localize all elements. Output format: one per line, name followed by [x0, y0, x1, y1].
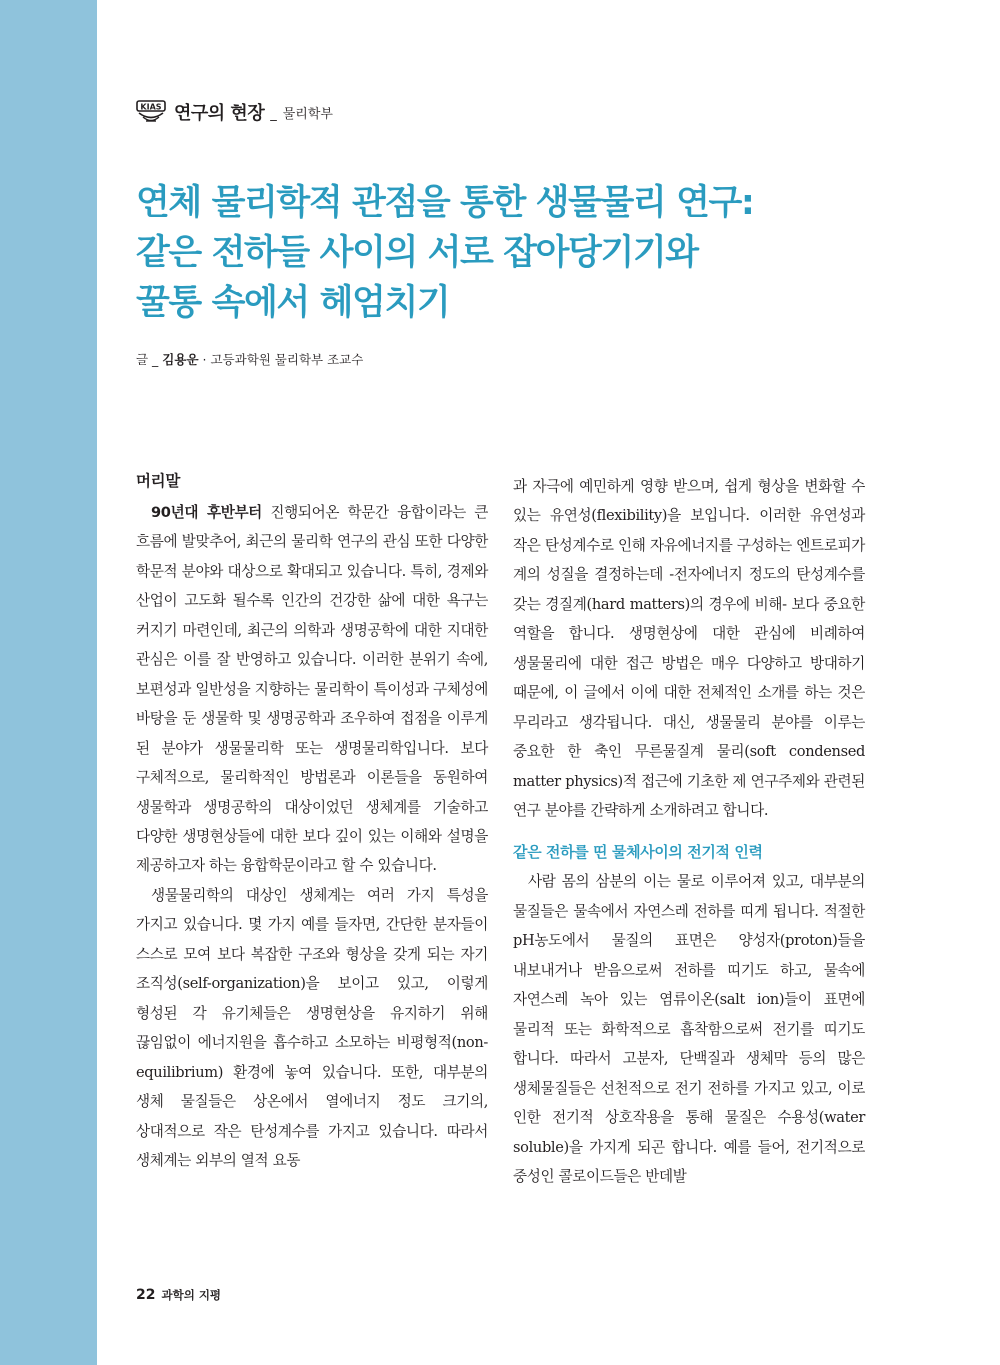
left-column	[136, 466, 488, 1175]
section-heading-attraction: 같은 전하를 띤 물체사이의 전기적 인력	[513, 843, 763, 862]
page-number: 22	[136, 1287, 156, 1303]
article-title	[136, 178, 896, 328]
article-title-line: 같은 전하들 사이의 서로 잡아당기기와	[136, 233, 698, 273]
svg-text:KIAS: KIAS	[140, 102, 162, 112]
byline	[136, 350, 363, 368]
paragraph-text: 진행되어온 학문간 융합이라는 큰 흐름에 발맞추어, 최근의 물리학 연구의 관심 또한 다양한 학문적 분야와 대상으로 확대되고 있습니다. 특히, 경제와 산업이 고도화 될수록 인간의 건강한 삶에 대한 욕구는 커지기 마련인데, 최근의 의학과 생명공학에 대한 지대한 관심은 이를 잘 반영하고 있습니다. 이러한 분위기 속에, 보편성과 일반성을 지향하는 물리학이 특이성과 구체성에 바탕을 둔 생물학 및 생명공학과 조우하여 접점을 이루게 된 분야가 생물물리학 또는 생명물리학입니다. 보다 구체적으로, 물리학적인 방법론과 이론들을 동원하여 생물학과 생명공학의 대상이었던 생체계를 기술하고 다양한 생명현상들에 대한 보다 깊이 있는 이해와 설명을 제공하고자 하는 융합학문이라고 할 수 있습니다.	[136, 504, 488, 875]
section-subtitle: 물리학부	[282, 106, 333, 122]
article-title-line: 꿀통 속에서 헤엄치기	[136, 283, 450, 323]
section-heading-intro: 머리말	[136, 472, 181, 490]
byline-prefix: 글 _	[136, 352, 159, 367]
paragraph: 생물물리학의 대상인 생체계는 여러 가지 특성을 가지고 있습니다. 몇 가지 예를 들자면, 간단한 분자들이 스스로 모여 보다 복잡한 구조와 형상을 갖게 되는 자기 조직성(self-organization)을 보이고 있고, 이렇게 형성된 각 유기체들은 생명현상을 유지하기 위해 끊임없이 에너지원을 흡수하고 소모하는 비평형적(non-equilibrium) 환경에 놓여 있습니다. 또한, 대부분의 생체 물질들은 상온에서 열에너지 정도 크기의, 상대적으로 작은 탄성계수를 가지고 있습니다. 따라서 생체계는 외부의 열적 요동	[136, 886, 488, 1169]
article-title-line: 연체 물리학적 관점을 통한 생물물리 연구:	[136, 183, 754, 223]
section-separator: _	[270, 106, 277, 122]
paragraph: 사람 몸의 삼분의 이는 물로 이루어져 있고, 대부분의 물질들은 물속에서 자연스레 전하를 띠게 됩니다. 적절한 pH농도에서 물질의 표면은 양성자(proton)들을 내보내거나 받음으로써 전하를 띠기도 하고, 물속에 자연스레 녹아 있는 염류이온(salt ion)들이 표면에 물리적 또는 화학적으로 흡착함으로써 전기를 띠기도 합니다. 따라서 고분자, 단백질과 생체막 등의 많은 생체물질들은 선천적으로 전기 전하를 가지고 있고, 이로 인한 전기적 상호작용을 통해 물질은 수용성(water soluble)을 가지게 되곤 합니다. 예를 들어, 전기적으로 중성인 콜로이드들은 반데발	[513, 873, 865, 1185]
magazine-name: 과학의 지평	[161, 1288, 222, 1302]
paragraph	[136, 498, 488, 881]
section-title: 연구의 현장	[174, 103, 265, 124]
section-header	[136, 98, 333, 126]
paragraph: 과 자극에 예민하게 영향 받으며, 쉽게 형상을 변화할 수 있는 유연성(flexibility)을 보입니다. 이러한 유연성과 작은 탄성계수로 인해 자유에너지를 구성하는 엔트로피가 계의 성질을 결정하는데 -전자에너지 정도의 탄성계수를 갖는 경질계(hard matters)의 경우에 비해- 보다 중요한 역할을 합니다. 생명현상에 대한 관심에 비례하여 생물물리에 대한 접근 방법은 매우 다양하고 방대하기 때문에, 이 글에서 이에 대한 전체적인 소개를 하는 것은 무리라고 생각됩니다. 대신, 생물물리 분야를 이루는 중요한 한 축인 무른물질계 물리(soft condensed matter physics)적 접근에 기초한 제 연구주제와 관련된 연구 분야를 간략하게 소개하려고 합니다.	[513, 478, 865, 819]
byline-author: 김용운	[162, 352, 199, 367]
paragraph-lead: 90년대 후반부터	[151, 504, 262, 521]
kias-logo	[136, 98, 166, 126]
side-color-band	[0, 0, 97, 1365]
byline-affiliation: · 고등과학원 물리학부 조교수	[202, 352, 364, 367]
right-column	[513, 472, 865, 1191]
page-footer	[136, 1287, 221, 1303]
